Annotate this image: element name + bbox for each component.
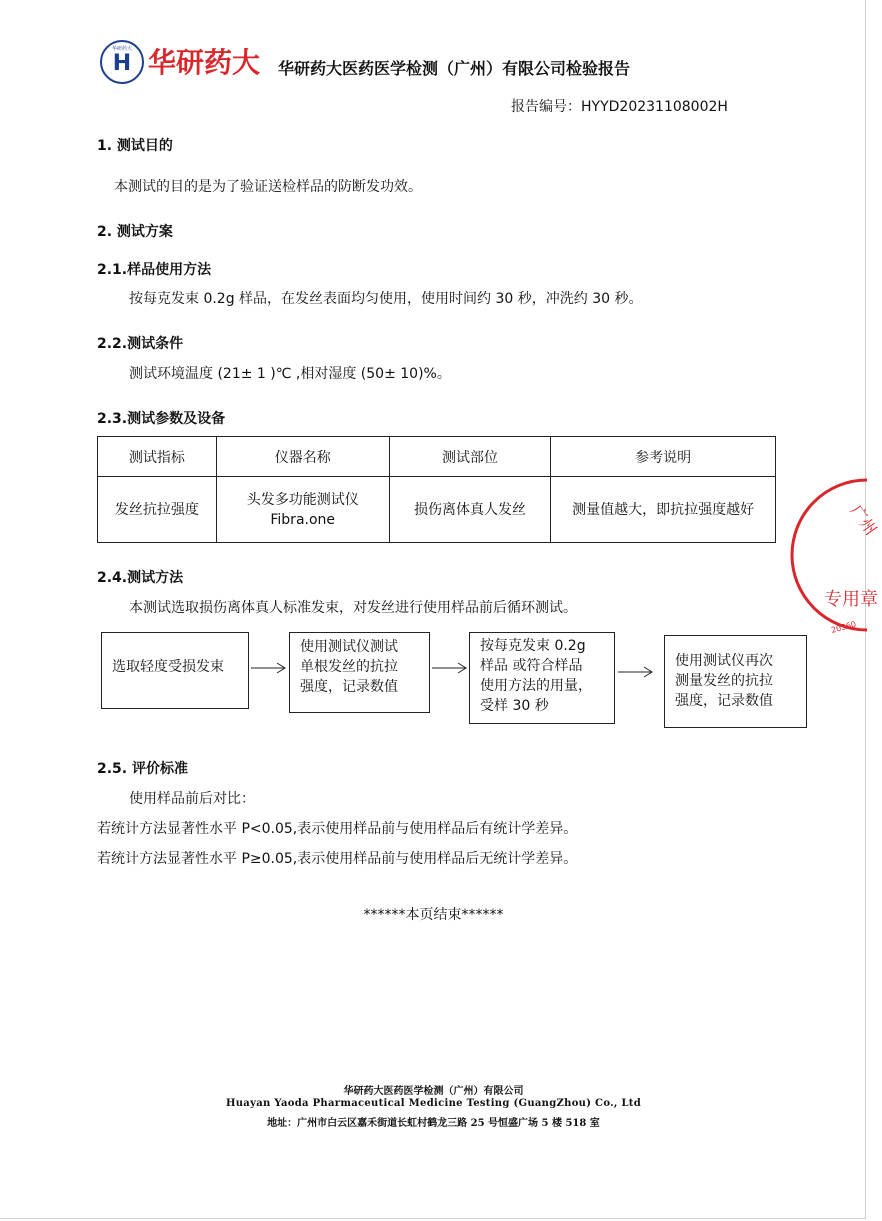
- flow-step-2: [289, 632, 430, 713]
- company-seal-stamp: [822, 470, 882, 640]
- instrument-name: 头发多功能测试仪: [246, 491, 359, 508]
- flow-step-3-line: 按每克发束 0.2g: [480, 638, 586, 654]
- section-2-title: 2. 测试方案: [97, 224, 173, 240]
- seal-digits: 20360: [830, 619, 858, 635]
- flow-step-1-text: 选取轻度受损发束: [112, 659, 224, 675]
- report-number: 报告编号：HYYD20231108002H: [511, 99, 728, 115]
- seal-text-2: 专用章: [824, 589, 878, 610]
- section-2-3-title: 2.3.测试参数及设备: [97, 411, 226, 427]
- flow-step-3-line: 使用方法的用量，: [480, 678, 592, 694]
- flow-step-4-line: 强度，记录数值: [675, 693, 773, 709]
- section-2-5-text-3: 若统计方法显著性水平 P≥0.05,表示使用样品前与使用样品后无统计学差异。: [97, 851, 578, 867]
- section-1-text: 本测试的目的是为了验证送检样品的防断发功效。: [114, 179, 422, 195]
- section-2-5-title: 2.5. 评价标准: [97, 761, 188, 777]
- table-row: [98, 477, 776, 543]
- parameters-table: [97, 436, 776, 543]
- arrow-right-icon: [251, 662, 287, 674]
- flow-step-4-line: 测量发丝的抗拉: [675, 673, 773, 689]
- table-header-cell: 测试部位: [389, 437, 551, 477]
- table-header-row: [98, 437, 776, 477]
- flow-step-3-line: 样品 或符合样品: [480, 658, 583, 674]
- page-end-marker: ******本页结束******: [363, 907, 504, 923]
- section-2-1-title: 2.1.样品使用方法: [97, 262, 212, 278]
- section-2-5-text-2: 若统计方法显著性水平 P<0.05,表示使用样品前与使用样品后有统计学差异。: [97, 821, 578, 837]
- section-2-4-text: 本测试选取损伤离体真人标准发束，对发丝进行使用样品前后循环测试。: [129, 600, 577, 616]
- table-cell-part: 损伤离体真人发丝: [389, 477, 551, 543]
- table-header-cell: 测试指标: [98, 437, 217, 477]
- seal-text: 广州: [846, 501, 881, 539]
- table-header-cell: 参考说明: [551, 437, 776, 477]
- flow-step-2-line: 强度，记录数值: [300, 679, 398, 695]
- table-cell-indicator: 发丝抗拉强度: [98, 477, 217, 543]
- footer-company-en: Huayan Yaoda Pharmaceutical Medicine Testing (GuangZhou) Co., Ltd: [225, 1098, 641, 1109]
- company-logo: [100, 38, 268, 88]
- footer-address: 地址：广州市白云区嘉禾街道长虹村鹤龙三路 25 号恒盛广场 5 楼 518 室: [267, 1118, 600, 1129]
- logo-mark: H: [112, 51, 132, 76]
- section-2-4-title: 2.4.测试方法: [97, 570, 184, 586]
- arrow-right-icon: [618, 666, 654, 678]
- logo-emblem: [100, 40, 144, 84]
- flow-step-2-line: 使用测试仪测试: [300, 639, 398, 655]
- company-title: 华研药大医药医学检测（广州）有限公司检验报告: [278, 59, 631, 78]
- section-1-title: 1. 测试目的: [97, 138, 173, 154]
- arrow-right-icon: [432, 662, 468, 674]
- flow-step-3: [469, 632, 615, 724]
- section-2-2-text: 测试环境温度 (21± 1 )℃ ,相对湿度 (50± 10)%。: [129, 366, 451, 382]
- flow-step-1: [101, 632, 249, 709]
- table-cell-note: 测量值越大，即抗拉强度越好: [551, 477, 776, 543]
- logo-text: 华研药大: [148, 46, 261, 79]
- flow-step-4: [664, 635, 807, 728]
- instrument-model: Fibra.one: [270, 511, 336, 528]
- logo-ring-text: 华研药大: [111, 46, 132, 52]
- table-header-cell: 仪器名称: [216, 437, 389, 477]
- footer-company-cn: 华研药大医药医学检测（广州）有限公司: [343, 1086, 524, 1097]
- table-cell-instrument: [216, 477, 389, 543]
- section-2-2-title: 2.2.测试条件: [97, 336, 184, 352]
- section-2-5-text-1: 使用样品前后对比：: [129, 791, 255, 807]
- flow-step-2-line: 单根发丝的抗拉: [300, 659, 398, 675]
- flow-step-4-line: 使用测试仪再次: [675, 653, 773, 669]
- section-2-1-text: 按每克发束 0.2g 样品，在发丝表面均匀使用，使用时间约 30 秒，冲洗约 30 秒。: [129, 291, 643, 307]
- flow-step-3-line: 受样 30 秒: [480, 698, 549, 714]
